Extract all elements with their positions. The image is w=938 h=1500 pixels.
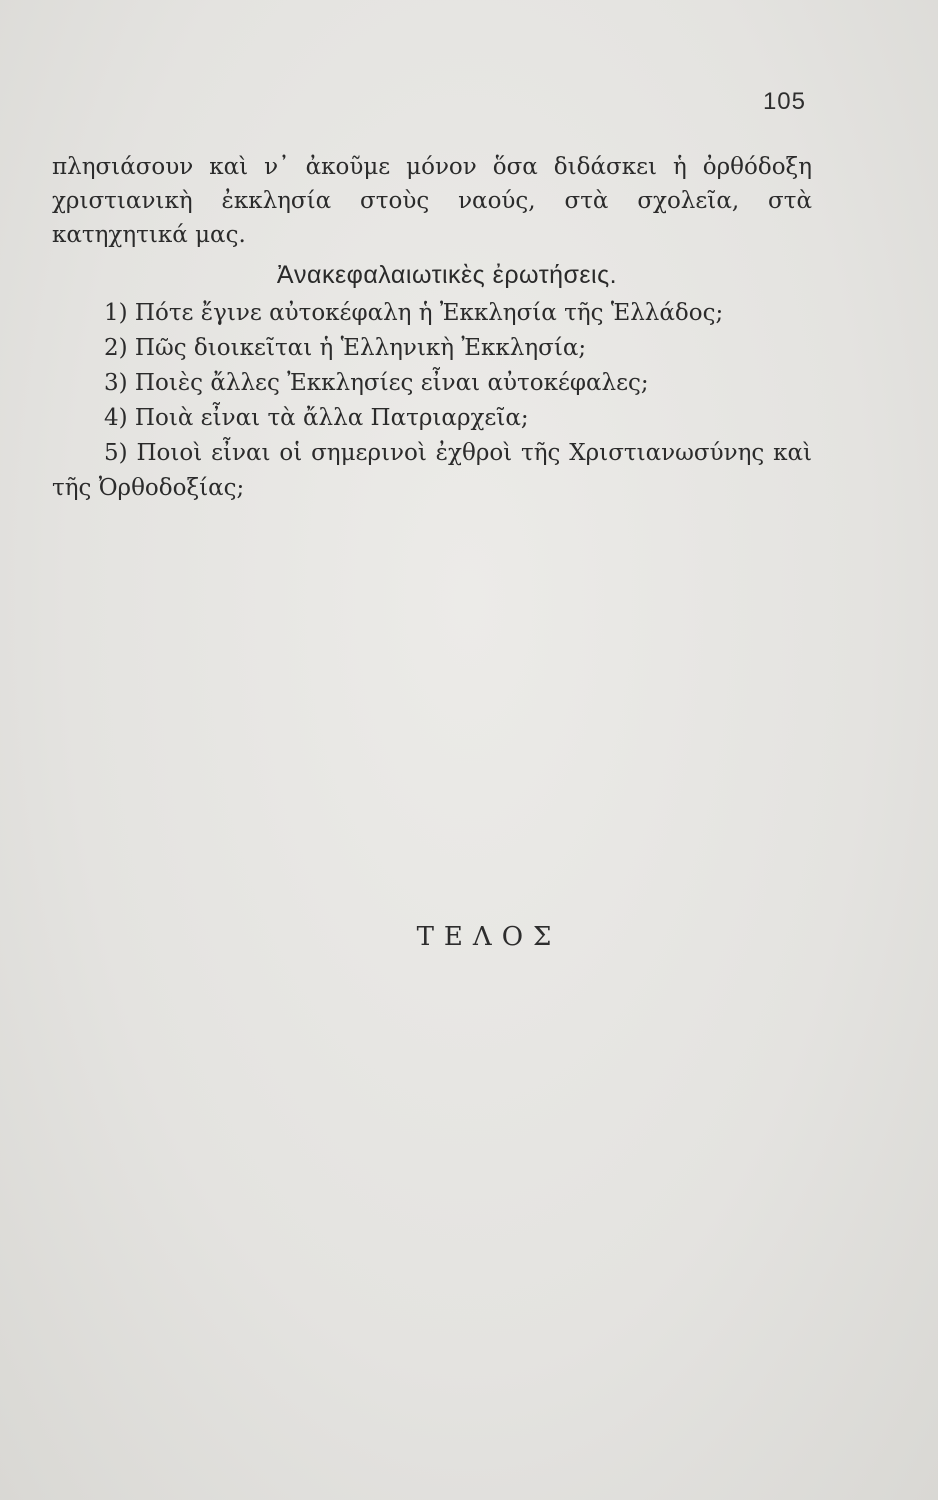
question-2: 2) Πῶς διοικεῖται ἡ Ἑλληνικὴ Ἐκκλησία; (104, 335, 587, 361)
page-number: 105 (762, 88, 806, 115)
question-3: 3) Ποιὲς ἄλλες Ἐκκλησίες εἶναι αὐτοκέφαλες; (104, 370, 649, 396)
question-4: 4) Ποιὰ εἶναι τὰ ἄλλα Πατριαρχεῖα; (104, 405, 529, 431)
end-title: ΤΕΛΟΣ (416, 922, 562, 952)
section-heading: Ἀνακεφαλαιωτικὲς ἐρωτήσεις. (276, 261, 618, 289)
question-1: 1) Πότε ἔγινε αὐτοκέφαλη ἡ Ἐκκλησία τῆς Ἑλλάδος; (104, 300, 724, 326)
text-block (52, 150, 812, 506)
question-5: 5) Ποιοὶ εἶναι οἱ σημερινοὶ ἐχθροὶ τῆς Χριστιανωσύνης καὶ τῆς Ὀρθοδοξίας; (52, 440, 812, 501)
intro-paragraph: πλησιάσουν καὶ ν᾽ ἀκοῦμε μόνον ὅσα διδάσκει ἡ ὀρθόδοξη χριστιανικὴ ἐκκλησία στοὺς ναούς, στὰ σχολεῖα, στὰ κατηχητικά μας. (52, 154, 812, 248)
